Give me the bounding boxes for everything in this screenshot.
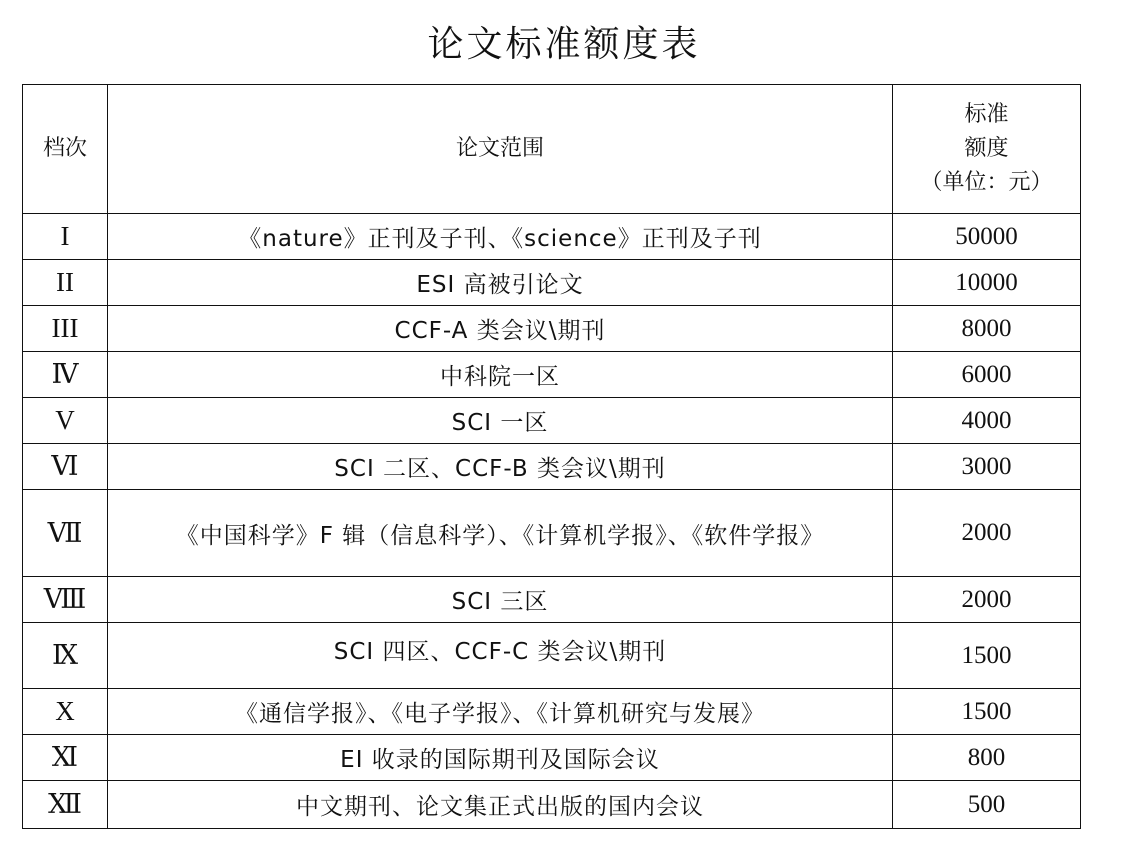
row-scope: SCI 四区、CCF-C 类会议\期刊 [108, 623, 893, 689]
row-scope: 中文期刊、论文集正式出版的国内会议 [108, 781, 893, 829]
row-scope: 《nature》正刊及子刊、《science》正刊及子刊 [108, 214, 893, 260]
table-row [23, 214, 1081, 260]
row-level: V [23, 398, 108, 444]
table-row [23, 260, 1081, 306]
row-scope: 《中国科学》F 辑（信息科学）、《计算机学报》、《软件学报》 [108, 490, 893, 577]
row-level: Ⅷ [23, 577, 108, 623]
row-scope: SCI 二区、CCF-B 类会议\期刊 [108, 444, 893, 490]
row-level: X [23, 689, 108, 735]
row-level: I [23, 214, 108, 260]
header-amount-line3: （单位：元） [920, 170, 1053, 195]
row-amount: 1500 [893, 623, 1081, 689]
row-scope: SCI 三区 [108, 577, 893, 623]
header-amount-line1: 标准 [964, 102, 1009, 127]
header-scope: 论文范围 [108, 85, 893, 214]
table-row [23, 398, 1081, 444]
table-row [23, 689, 1081, 735]
row-amount: 3000 [893, 444, 1081, 490]
table-row [23, 306, 1081, 352]
row-level: III [23, 306, 108, 352]
row-level: Ⅻ [23, 781, 108, 829]
row-amount: 1500 [893, 689, 1081, 735]
row-scope: SCI 一区 [108, 398, 893, 444]
row-amount: 500 [893, 781, 1081, 829]
row-scope: 《通信学报》、《电子学报》、《计算机研究与发展》 [108, 689, 893, 735]
row-level: Ⅶ [23, 490, 108, 577]
row-amount: 800 [893, 735, 1081, 781]
row-level: II [23, 260, 108, 306]
row-scope: ESI 高被引论文 [108, 260, 893, 306]
header-level: 档次 [23, 85, 108, 214]
row-level: Ⅺ [23, 735, 108, 781]
quota-table [22, 84, 1081, 829]
row-amount: 4000 [893, 398, 1081, 444]
row-amount: 8000 [893, 306, 1081, 352]
row-scope: CCF-A 类会议\期刊 [108, 306, 893, 352]
row-scope: EI 收录的国际期刊及国际会议 [108, 735, 893, 781]
row-amount: 50000 [893, 214, 1081, 260]
table-row [23, 352, 1081, 398]
header-amount [893, 85, 1081, 214]
table-row [23, 735, 1081, 781]
header-amount-line2: 额度 [964, 136, 1009, 161]
row-level: Ⅸ [23, 623, 108, 689]
row-amount: 2000 [893, 577, 1081, 623]
table-row [23, 623, 1081, 689]
row-amount: 10000 [893, 260, 1081, 306]
row-level: Ⅳ [23, 352, 108, 398]
row-scope: 中科院一区 [108, 352, 893, 398]
table-header-row [23, 85, 1081, 214]
table-row [23, 781, 1081, 829]
page-title: 论文标准额度表 [427, 24, 701, 65]
row-amount: 2000 [893, 490, 1081, 577]
row-amount: 6000 [893, 352, 1081, 398]
table-row [23, 490, 1081, 577]
row-level: Ⅵ [23, 444, 108, 490]
table-row [23, 577, 1081, 623]
table-row [23, 444, 1081, 490]
